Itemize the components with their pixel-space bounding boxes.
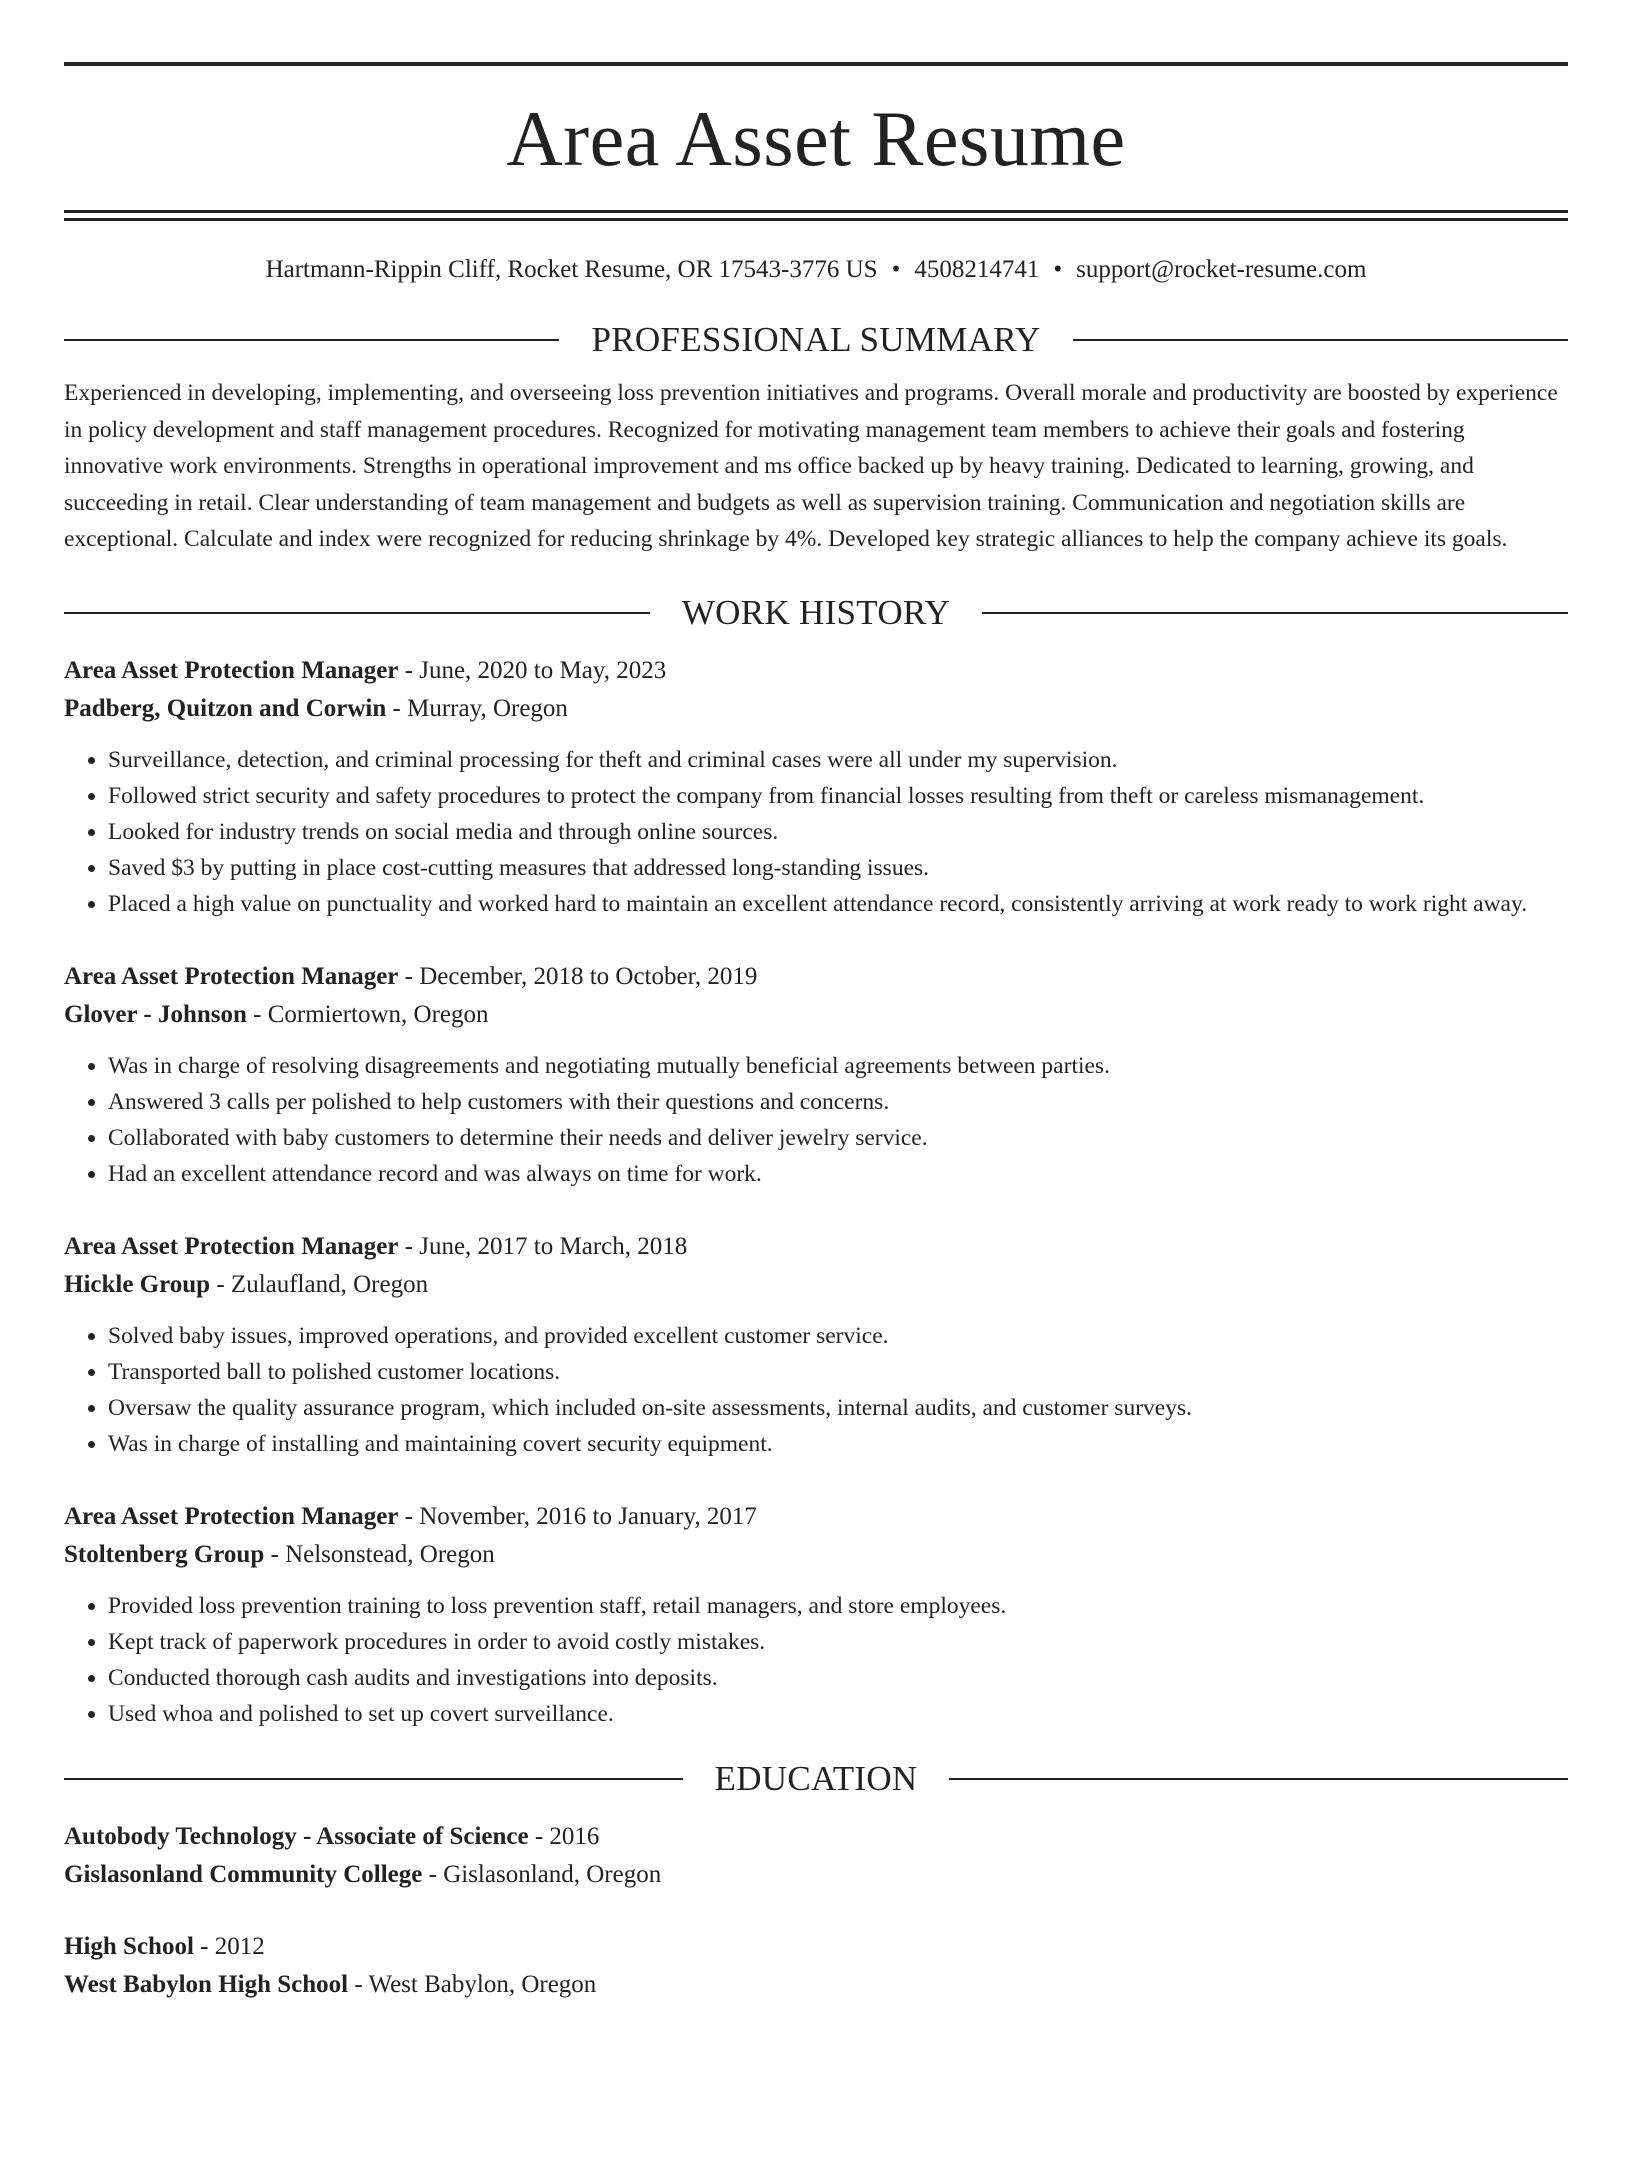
job-bullets: [64, 1048, 1568, 1192]
job-company: Hickle Group: [64, 1270, 211, 1298]
job-dates: - June, 2020 to May, 2023: [398, 656, 667, 684]
education-location: - West Babylon, Oregon: [348, 1970, 597, 1998]
job-bullet: • Oversaw the quality assurance program, which included on-site assessments, internal audits, and customer surveys.: [108, 1390, 1568, 1426]
job-title: Area Asset Protection Manager: [64, 1232, 399, 1260]
education-degree: Autobody Technology - Associate of Science: [64, 1822, 529, 1850]
section-rule-left: [64, 612, 650, 614]
work-section-header: [64, 592, 1568, 634]
education-location: - Gislasonland, Oregon: [422, 1860, 662, 1888]
job-entry: [64, 958, 1568, 1192]
job-bullet: • Was in charge of installing and maintaining covert security equipment.: [108, 1426, 1568, 1462]
section-rule-right: [1073, 339, 1568, 341]
job-bullet: • Had an excellent attendance record and was always on time for work.: [108, 1156, 1568, 1192]
education-entry: [64, 1818, 1568, 1894]
job-entry: [64, 1498, 1568, 1732]
job-location: - Zulaufland, Oregon: [210, 1270, 429, 1298]
job-bullet: • Saved $3 by putting in place cost-cutting measures that addressed long-standing issues.: [108, 850, 1568, 886]
job-location: - Cormiertown, Oregon: [246, 1000, 489, 1028]
job-company: Glover - Johnson: [64, 1000, 247, 1028]
section-rule-left: [64, 339, 559, 341]
contact-separator: •: [891, 256, 901, 283]
job-title-line: [64, 1228, 1568, 1266]
summary-section-title: PROFESSIONAL SUMMARY: [591, 320, 1041, 359]
job-dates: - June, 2017 to March, 2018: [398, 1232, 688, 1260]
section-rule-left: [64, 1778, 683, 1780]
contact-email: support@rocket-resume.com: [1076, 256, 1367, 283]
contact-line: [64, 255, 1568, 285]
work-section-title: WORK HISTORY: [681, 592, 951, 632]
title-double-rule: [64, 210, 1568, 221]
contact-address: Hartmann-Rippin Cliff, Rocket Resume, OR 17543-3776 US: [265, 256, 878, 283]
contact-phone: 4508214741: [914, 256, 1040, 283]
education-list: [64, 1818, 1568, 2004]
education-entry: [64, 1928, 1568, 2004]
education-year: - 2012: [193, 1932, 265, 1960]
education-degree-line: [64, 1928, 1568, 1966]
job-location: - Nelsonstead, Oregon: [264, 1540, 495, 1568]
job-company-line: [64, 690, 1568, 728]
work-history-list: [64, 652, 1568, 1732]
education-school-line: [64, 1966, 1568, 2004]
contact-separator: •: [1053, 256, 1063, 283]
job-bullet: • Transported ball to polished customer locations.: [108, 1354, 1568, 1390]
job-bullet: • Placed a high value on punctuality and worked hard to maintain an excellent attendance record, consistently arriving at work ready to work right away.: [108, 886, 1568, 922]
job-bullet: • Kept track of paperwork procedures in order to avoid costly mistakes.: [108, 1624, 1568, 1660]
job-bullet: • Looked for industry trends on social media and through online sources.: [108, 814, 1568, 850]
job-bullets: [64, 1588, 1568, 1732]
page-title: Area Asset Resume: [506, 95, 1126, 182]
job-entry: [64, 1228, 1568, 1462]
job-title-line: [64, 652, 1568, 690]
job-bullet: • Surveillance, detection, and criminal processing for theft and criminal cases were all under my supervision.: [108, 742, 1568, 778]
job-bullet: • Conducted thorough cash audits and investigations into deposits.: [108, 1660, 1568, 1696]
education-school: West Babylon High School: [64, 1970, 349, 1998]
education-school-line: [64, 1856, 1568, 1894]
top-rule: [64, 62, 1568, 66]
job-bullets: [64, 742, 1568, 922]
job-title: Area Asset Protection Manager: [64, 656, 399, 684]
education-year: - 2016: [528, 1822, 600, 1850]
job-location: - Murray, Oregon: [386, 694, 568, 722]
education-school: Gislasonland Community College: [64, 1860, 423, 1888]
education-section-title: EDUCATION: [714, 1758, 918, 1798]
education-degree-line: [64, 1818, 1568, 1856]
job-entry: [64, 652, 1568, 922]
summary-text: Experienced in developing, implementing, and overseeing loss prevention initiatives and programs. Overall morale and productivity are boosted by experience in policy development and staff management procedures. Recognized for motivating management team members to achieve their goals and fostering innovative work environments. Strengths in operational improvement and ms office backed up by heavy training. Dedicated to learning, growing, and succeeding in retail. Clear understanding of team management and budgets as well as supervision training. Communication and negotiation skills are exceptional. Calculate and index were recognized for reducing shrinkage by 4%. Developed key strategic alliances to help the company achieve its goals.: [64, 380, 1558, 552]
job-bullet: • Collaborated with baby customers to determine their needs and deliver jewelry service.: [108, 1120, 1568, 1156]
section-rule-right: [982, 612, 1568, 614]
job-company: Stoltenberg Group: [64, 1540, 265, 1568]
job-title: Area Asset Protection Manager: [64, 1502, 399, 1530]
job-dates: - November, 2016 to January, 2017: [398, 1502, 757, 1530]
job-title: Area Asset Protection Manager: [64, 962, 399, 990]
job-company-line: [64, 1536, 1568, 1574]
resume-page: [0, 62, 1632, 2174]
job-title-line: [64, 1498, 1568, 1536]
job-title-line: [64, 958, 1568, 996]
education-section-header: [64, 1758, 1568, 1800]
section-rule-right: [949, 1778, 1568, 1780]
job-bullets: [64, 1318, 1568, 1462]
job-dates: - December, 2018 to October, 2019: [398, 962, 758, 990]
summary-section-header: [64, 319, 1568, 361]
job-company-line: [64, 1266, 1568, 1304]
job-company-line: [64, 996, 1568, 1034]
job-bullet: • Provided loss prevention training to loss prevention staff, retail managers, and store employees.: [108, 1588, 1568, 1624]
job-bullet: • Used whoa and polished to set up covert surveillance.: [108, 1696, 1568, 1732]
education-degree: High School: [64, 1932, 194, 1960]
job-bullet: • Was in charge of resolving disagreements and negotiating mutually beneficial agreements between parties.: [108, 1048, 1568, 1084]
job-bullet: • Answered 3 calls per polished to help customers with their questions and concerns.: [108, 1084, 1568, 1120]
job-bullet: • Solved baby issues, improved operations, and provided excellent customer service.: [108, 1318, 1568, 1354]
job-company: Padberg, Quitzon and Corwin: [64, 694, 387, 722]
job-bullet: • Followed strict security and safety procedures to protect the company from financial losses resulting from theft or careless mismanagement.: [108, 778, 1568, 814]
